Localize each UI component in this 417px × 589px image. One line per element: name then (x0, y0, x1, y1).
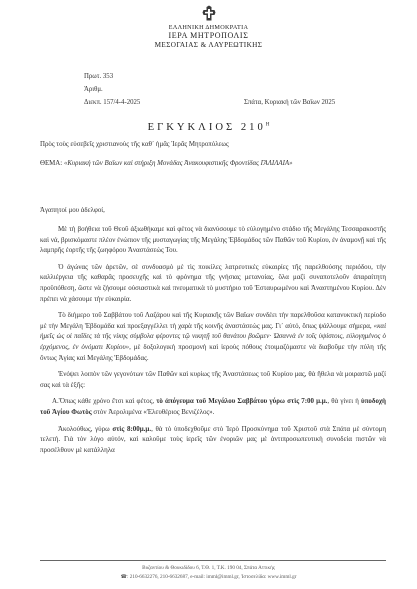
byzantine-cross-emblem-icon (202, 5, 216, 21)
paragraph-6-end: , θὰ τὸ ὑποδεχθοῦμε στὸ Ἱερὸ Προσκύνημα τοῦ Χριστοῦ στὰ Σπάτα μὲ σύντομη τελετή. Γιὰ τὸν λόγο αὐτόν, καὶ καλοῦμε τοὺς ἱερεῖς τῶν ἐνοριῶν μας μὲ ἀντιπροσωπευτικὴ συνοδεία πιστῶν νὰ προσέλθουν μὲ κατάλληλα (40, 424, 387, 454)
paragraph-2: Ὁ ἀγώνας τῶν ἀρετῶν, σὲ συνδυασμὸ μὲ τὶς ποικίλες λατρευτικὲς εὐκαιρίες τῆς παρελθούσης περιόδου, τὴν καλλιέργεια τῆς καθαρᾶς προσευχῆς καὶ τὸ φρόνημα τῆς γνήσιας μετανοίας, ὅλα μαζὶ συναποτελοῦν ἀπαραίτητη προϋπόθεση, ὥστε νὰ ζήσουμε οὐσιαστικὰ καὶ πνευματικὰ τὸ μυστήριο τοῦ Ἐσταυρωμένου καὶ Ἀναστημένου Κυρίου. Δὲν πρέπει νὰ χάσουμε τὴν εὐκαιρία. (40, 262, 386, 303)
paragraph-5-end: στὸν Ἀερολιμένα «Ἐλευθέριος Βενιζέλος». (91, 407, 215, 416)
paragraph-3-start: Τὸ διήμερο τοῦ Σαββάτου τοῦ Λαζάρου καὶ τῆς Κυριακῆς τῶν Βαΐων συνδέει τὴν παρελθοῦσα κατανυκτικὴ περίοδο μὲ τὴν Μεγάλη Ἑβδομάδα καὶ προεξαγγέλλει τὴ χαρὰ τῆς κοινῆς ἀναστάσεώς μας. Γι᾿ αὐτό, ὅπως ψάλλουμε σήμερα, (40, 311, 386, 330)
footer-divider (40, 560, 386, 561)
paragraph-1: Μὲ τὴ βοήθεια τοῦ Θεοῦ ἀξιωθήκαμε καὶ φέτος νὰ διανύσουμε τὸ εὐλογημένο στάδιο τῆς Μεγάλης Τεσσαρακοστῆς καὶ νά, βρισκόμαστε πλέον ἐνώπιον τῆς μυσταγωγίας τῆς Μεγάλης Ἑβδομάδος τῶν Παθῶν τοῦ Κυρίου, ἐν ἀναμονῇ καὶ τῆς λαμπρῆς ἑορτῆς τῆς ζωηφόρου Ἀναστάσεώς Του. (40, 225, 386, 255)
paragraph-3-hymn-quote: «καὶ ἡμεῖς ὡς οἱ παῖδες τὰ τῆς νίκης σύμβολα φέροντες τῷ νικητῇ τοῦ θανάτου βοῶμεν· Ὡσαννὰ ἐν τοῖς ὑψίστοις, εὐλογημένος ὁ ἐρχόμενος, ἐν ὀνόματι Κυρίου» (40, 321, 386, 351)
circular-title (0, 122, 417, 133)
paragraph-3-end: , μὲ δοξολογικὴ προσμονὴ καὶ ἱεροὺς πόθους ἑτοιμαζόμαστε νὰ διαβοῦμε τὴν πύλη τῆς ὄντως Ἁγίας καὶ Μεγάλης Ἑβδομάδας. (40, 342, 386, 362)
subject-line (40, 160, 293, 167)
paragraph-6 (40, 424, 386, 456)
paragraph-4: Ἐνόψει λοιπὸν τῶν γεγονότων τῶν Παθῶν καὶ κυρίως τῆς Ἀναστάσεως τοῦ Κυρίου μας, θὰ ἤθελα νὰ μοιραστῶ μαζί σας καὶ τὰ ἑξῆς: (40, 370, 386, 389)
subject-text: «Κυριακή τῶν Βαΐων καὶ στήριξη Μονάδας Ἀνακουφιστικῆς Φροντίδας ΓΑΛΙΛΑΙΑ» (63, 160, 293, 167)
number-label: Άριθμ. (84, 86, 103, 93)
paragraph-6-start: Ἀκολούθως, γύρω (58, 424, 113, 433)
paragraph-5-start: Α.Ὅπως κάθε χρόνο ἔτσι καὶ φέτος, (52, 397, 157, 406)
paragraph-6-time: στὶς 8:00μ.μ. (112, 424, 152, 433)
paragraph-3 (40, 310, 386, 363)
dispatch-number: Διεκπ. 157/4-4-2025 (84, 99, 141, 106)
paragraph-5 (40, 396, 386, 417)
place-date: Σπάτα, Κυριακή τῶν Βαΐων 2025 (244, 99, 336, 106)
circular-title-sup: Η (265, 122, 270, 128)
footer-address: Βυζαντίου & Θουκιδίδου 6, Τ.Θ. 1, Τ.Κ. 190 04, Σπάτα Αττικής (142, 565, 275, 571)
greeting: Ἀγαπητοί μου ἀδελφοί, (40, 207, 105, 214)
letter-body (40, 224, 386, 461)
header-state: ΕΛΛΗΝΙΚΗ ΔΗΜΟΚΡΑΤΙΑ (168, 24, 249, 31)
subject-label: ΘΕΜΑ: (40, 160, 63, 167)
header-region: ΜΕΣΟΓΑΙΑΣ & ΛΑΥΡΕΩΤΙΚΗΣ (154, 41, 263, 49)
header-metropolis: ΙΕΡΑ ΜΗΤΡΟΠΟΛΙΣ (168, 31, 249, 40)
protocol-number: Πρωτ. 353 (84, 73, 114, 80)
footer-contacts: ☎: 210-6632276, 210-6632687, e-mail: imml@imml.gr, Ἱστοσελίδα: www.imml.gr (120, 574, 297, 580)
circular-title-text: ΕΓΚΥΚΛΙΟΣ 210 (147, 122, 266, 133)
addressee: Πρὸς τοὺς εὐσεβεῖς χριστιανοὺς τῆς καθ᾿ ἡμᾶς Ἱερᾶς Μητροπόλεως (40, 141, 229, 148)
paragraph-5-mid: , θὰ γίνει ἡ (327, 397, 361, 406)
paragraph-5-time: τὸ ἀπόγευμα τοῦ Μεγάλου Σαββάτου γύρω στὶς 7:00 μ.μ. (156, 397, 328, 406)
paragraph-5-holy-light: ὑποδοχὴ τοῦ Ἁγίου Φωτὸς (40, 397, 386, 416)
